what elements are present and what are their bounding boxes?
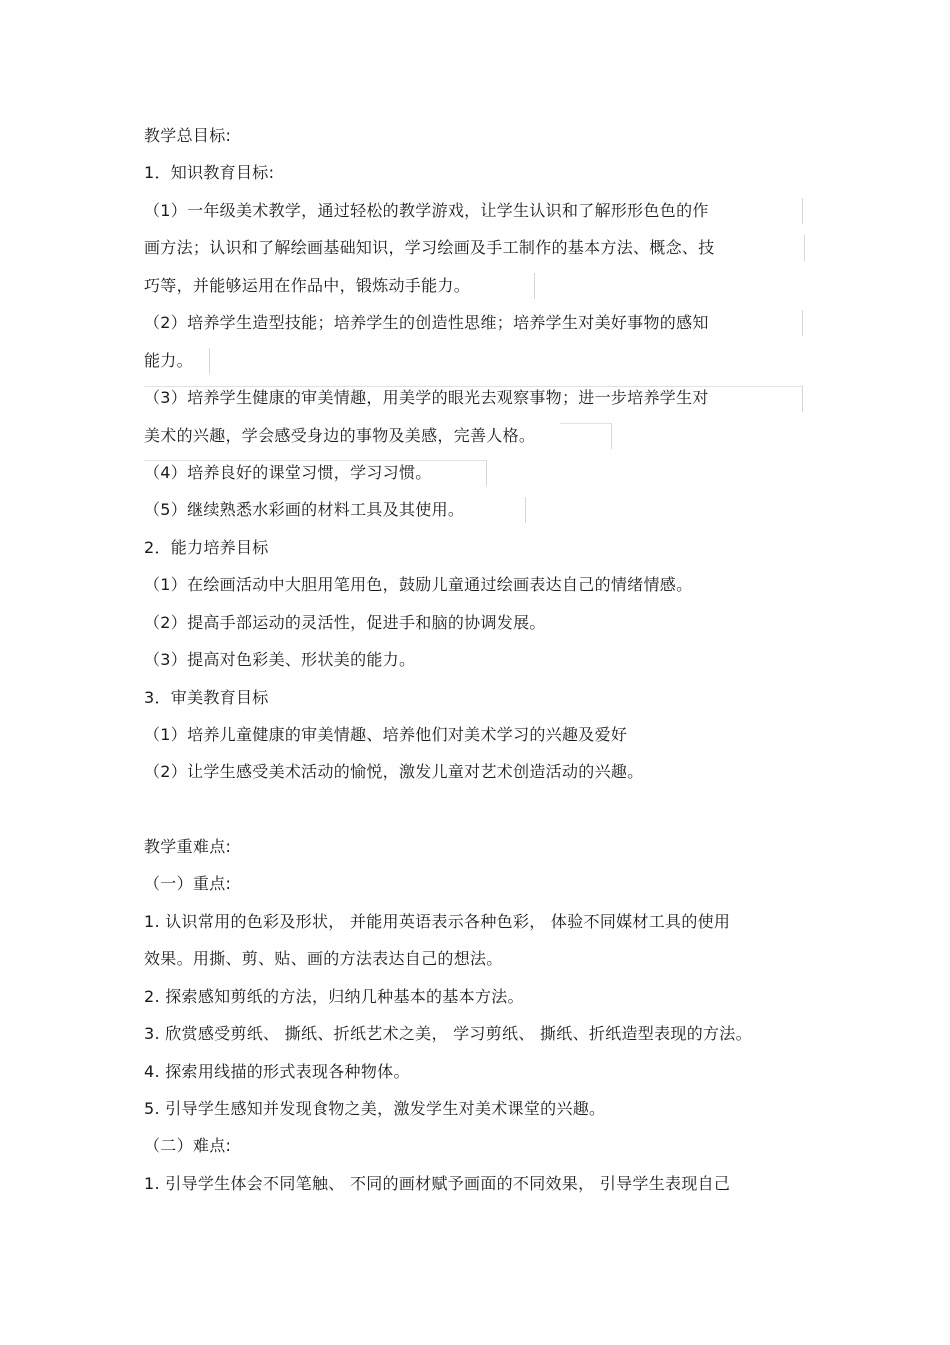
aesthetic-goals-title: 3．审美教育目标 — [144, 688, 269, 707]
knowledge-item-1-line-2: 画方法；认识和了解绘画基础知识，学习绘画及手工制作的基本方法、概念、技 — [144, 238, 715, 257]
box-edge — [804, 235, 805, 261]
box-edge — [144, 460, 487, 461]
box-edge — [802, 386, 803, 412]
knowledge-item-4: （4）培养良好的课堂习惯，学习习惯。 — [144, 463, 432, 482]
knowledge-item-3-line-2: 美术的兴趣，学会感受身边的事物及美感，完善人格。 — [144, 426, 536, 445]
box-edge — [534, 273, 535, 299]
ability-goals-title: 2．能力培养目标 — [144, 538, 269, 557]
focus-item-5: 5. 引导学生感知并发现食物之美，激发学生对美术课堂的兴趣。 — [144, 1099, 606, 1118]
ability-item-3: （3）提高对色彩美、形状美的能力。 — [144, 650, 416, 669]
knowledge-item-2-line-2: 能力。 — [144, 351, 193, 370]
box-edge — [525, 497, 526, 523]
box-edge — [209, 348, 210, 374]
box-edge — [144, 386, 802, 387]
difficulty-title: （二）难点: — [144, 1136, 232, 1155]
knowledge-item-1-line-1: （1）一年级美术教学，通过轻松的教学游戏，让学生认识和了解形形色色的作 — [144, 201, 709, 220]
difficulty-item-1-line-1: 1. 引导学生体会不同笔触、 不同的画材赋予画面的不同效果， 引导学生表现自己 — [144, 1174, 731, 1193]
box-edge — [802, 310, 803, 336]
knowledge-item-5: （5）继续熟悉水彩画的材料工具及其使用。 — [144, 500, 465, 519]
goals-heading: 教学总目标: — [144, 126, 232, 145]
box-edge — [486, 460, 487, 486]
ability-item-1: （1）在绘画活动中大胆用笔用色，鼓励儿童通过绘画表达自己的情绪情感。 — [144, 575, 693, 594]
knowledge-item-1-line-3: 巧等，并能够运用在作品中，锻炼动手能力。 — [144, 276, 471, 295]
box-edge — [611, 423, 612, 449]
knowledge-goals-title: 1．知识教育目标: — [144, 163, 275, 182]
focus-item-4: 4. 探索用线描的形式表现各种物体。 — [144, 1062, 410, 1081]
ability-item-2: （2）提高手部运动的灵活性，促进手和脑的协调发展。 — [144, 613, 546, 632]
aesthetic-item-1: （1）培养儿童健康的审美情趣、培养他们对美术学习的兴趣及爱好 — [144, 725, 628, 744]
knowledge-item-3-line-1: （3）培养学生健康的审美情趣，用美学的眼光去观察事物；进一步培养学生对 — [144, 388, 709, 407]
box-edge — [560, 423, 612, 424]
key-points-heading: 教学重难点: — [144, 837, 232, 856]
box-edge — [802, 198, 803, 224]
knowledge-item-2-line-1: （2）培养学生造型技能；培养学生的创造性思维；培养学生对美好事物的感知 — [144, 313, 709, 332]
focus-item-1-line-1: 1. 认识常用的色彩及形状， 并能用英语表示各种色彩， 体验不同媒材工具的使用 — [144, 912, 731, 931]
focus-item-1-line-2: 效果。用撕、剪、贴、画的方法表达自己的想法。 — [144, 949, 503, 968]
focus-item-2: 2. 探索感知剪纸的方法，归纳几种基本的基本方法。 — [144, 987, 524, 1006]
focus-item-3: 3. 欣赏感受剪纸、 撕纸、折纸艺术之美， 学习剪纸、 撕纸、折纸造型表现的方法。 — [144, 1024, 752, 1043]
aesthetic-item-2: （2）让学生感受美术活动的愉悦，激发儿童对艺术创造活动的兴趣。 — [144, 762, 644, 781]
focus-title: （一）重点: — [144, 874, 232, 893]
